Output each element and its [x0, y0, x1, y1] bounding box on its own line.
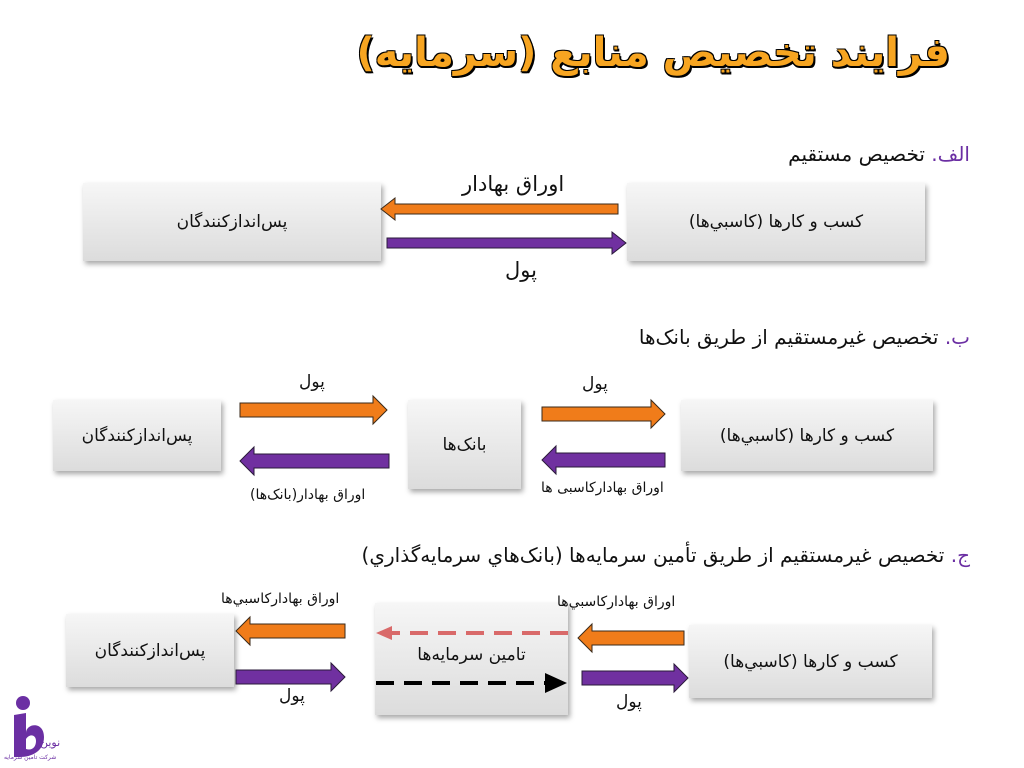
- a-securities-label: اوراق بهادار: [462, 172, 565, 196]
- b-securities-right-label: اوراق بهادارکاسبی ها: [541, 480, 664, 496]
- a-money-arrow: [387, 232, 626, 254]
- business-box-b: کسب و کارها (کاسبي‌ها): [681, 400, 933, 471]
- section-a-text: تخصیص مستقیم: [788, 142, 932, 166]
- a-money-label: پول: [505, 258, 537, 282]
- b-money-left-arrow: [240, 396, 387, 424]
- section-c-letter: ج.: [950, 543, 970, 567]
- business-box-c: کسب و کارها (کاسبي‌ها): [689, 625, 932, 698]
- c-money-left-arrow: [236, 663, 345, 691]
- b-securities-right-arrow: [542, 446, 665, 474]
- section-b-letter: ب.: [944, 325, 970, 349]
- section-c-text: تخصیص غیرمستقیم از طریق تأمین سرمایه‌ها (بانک‌هاي سرمایه‌گذاري): [361, 543, 951, 567]
- c-securities-left-arrow: [236, 617, 345, 645]
- section-b-text: تخصیص غیرمستقیم از طریق بانک‌ها: [638, 325, 945, 349]
- c-dashed-money-head: [545, 673, 567, 693]
- c-money-right-arrow: [582, 664, 688, 692]
- b-money-right-label: پول: [582, 374, 608, 394]
- c-dashed-securities-head: [376, 626, 392, 640]
- c-money-right-label: پول: [616, 692, 642, 712]
- b-money-left-label: پول: [299, 372, 325, 392]
- logo-subtitle: شرکت تامین سرمایه: [4, 754, 57, 761]
- c-securities-left-label: اوراق بهادارکاسبي‌ها: [221, 591, 340, 607]
- savers-box-a: پس‌اندازکنندگان: [83, 183, 381, 261]
- c-securities-right-arrow: [578, 624, 684, 652]
- savers-box-c: پس‌اندازکنندگان: [66, 614, 234, 687]
- c-money-left-label: پول: [279, 686, 305, 706]
- business-box-a: کسب و کارها (کاسبي‌ها): [627, 183, 925, 261]
- logo-name: نوین: [40, 736, 61, 749]
- page-title: فرایند تخصیص منابع (سرمایه): [356, 30, 950, 76]
- b-securities-left-arrow: [240, 447, 389, 475]
- c-securities-right-label: اوراق بهادارکاسبي‌ها: [557, 594, 676, 610]
- b-securities-left-label: اوراق بهادار(بانک‌ها): [250, 487, 366, 503]
- banks-box: بانک‌ها: [408, 400, 521, 489]
- section-a-letter: الف.: [931, 142, 970, 166]
- savers-box-b: پس‌اندازکنندگان: [53, 400, 221, 471]
- b-money-right-arrow: [542, 400, 665, 428]
- capital-providers-box: تامین سرمایه‌ها: [375, 603, 568, 715]
- a-securities-arrow: [381, 198, 618, 220]
